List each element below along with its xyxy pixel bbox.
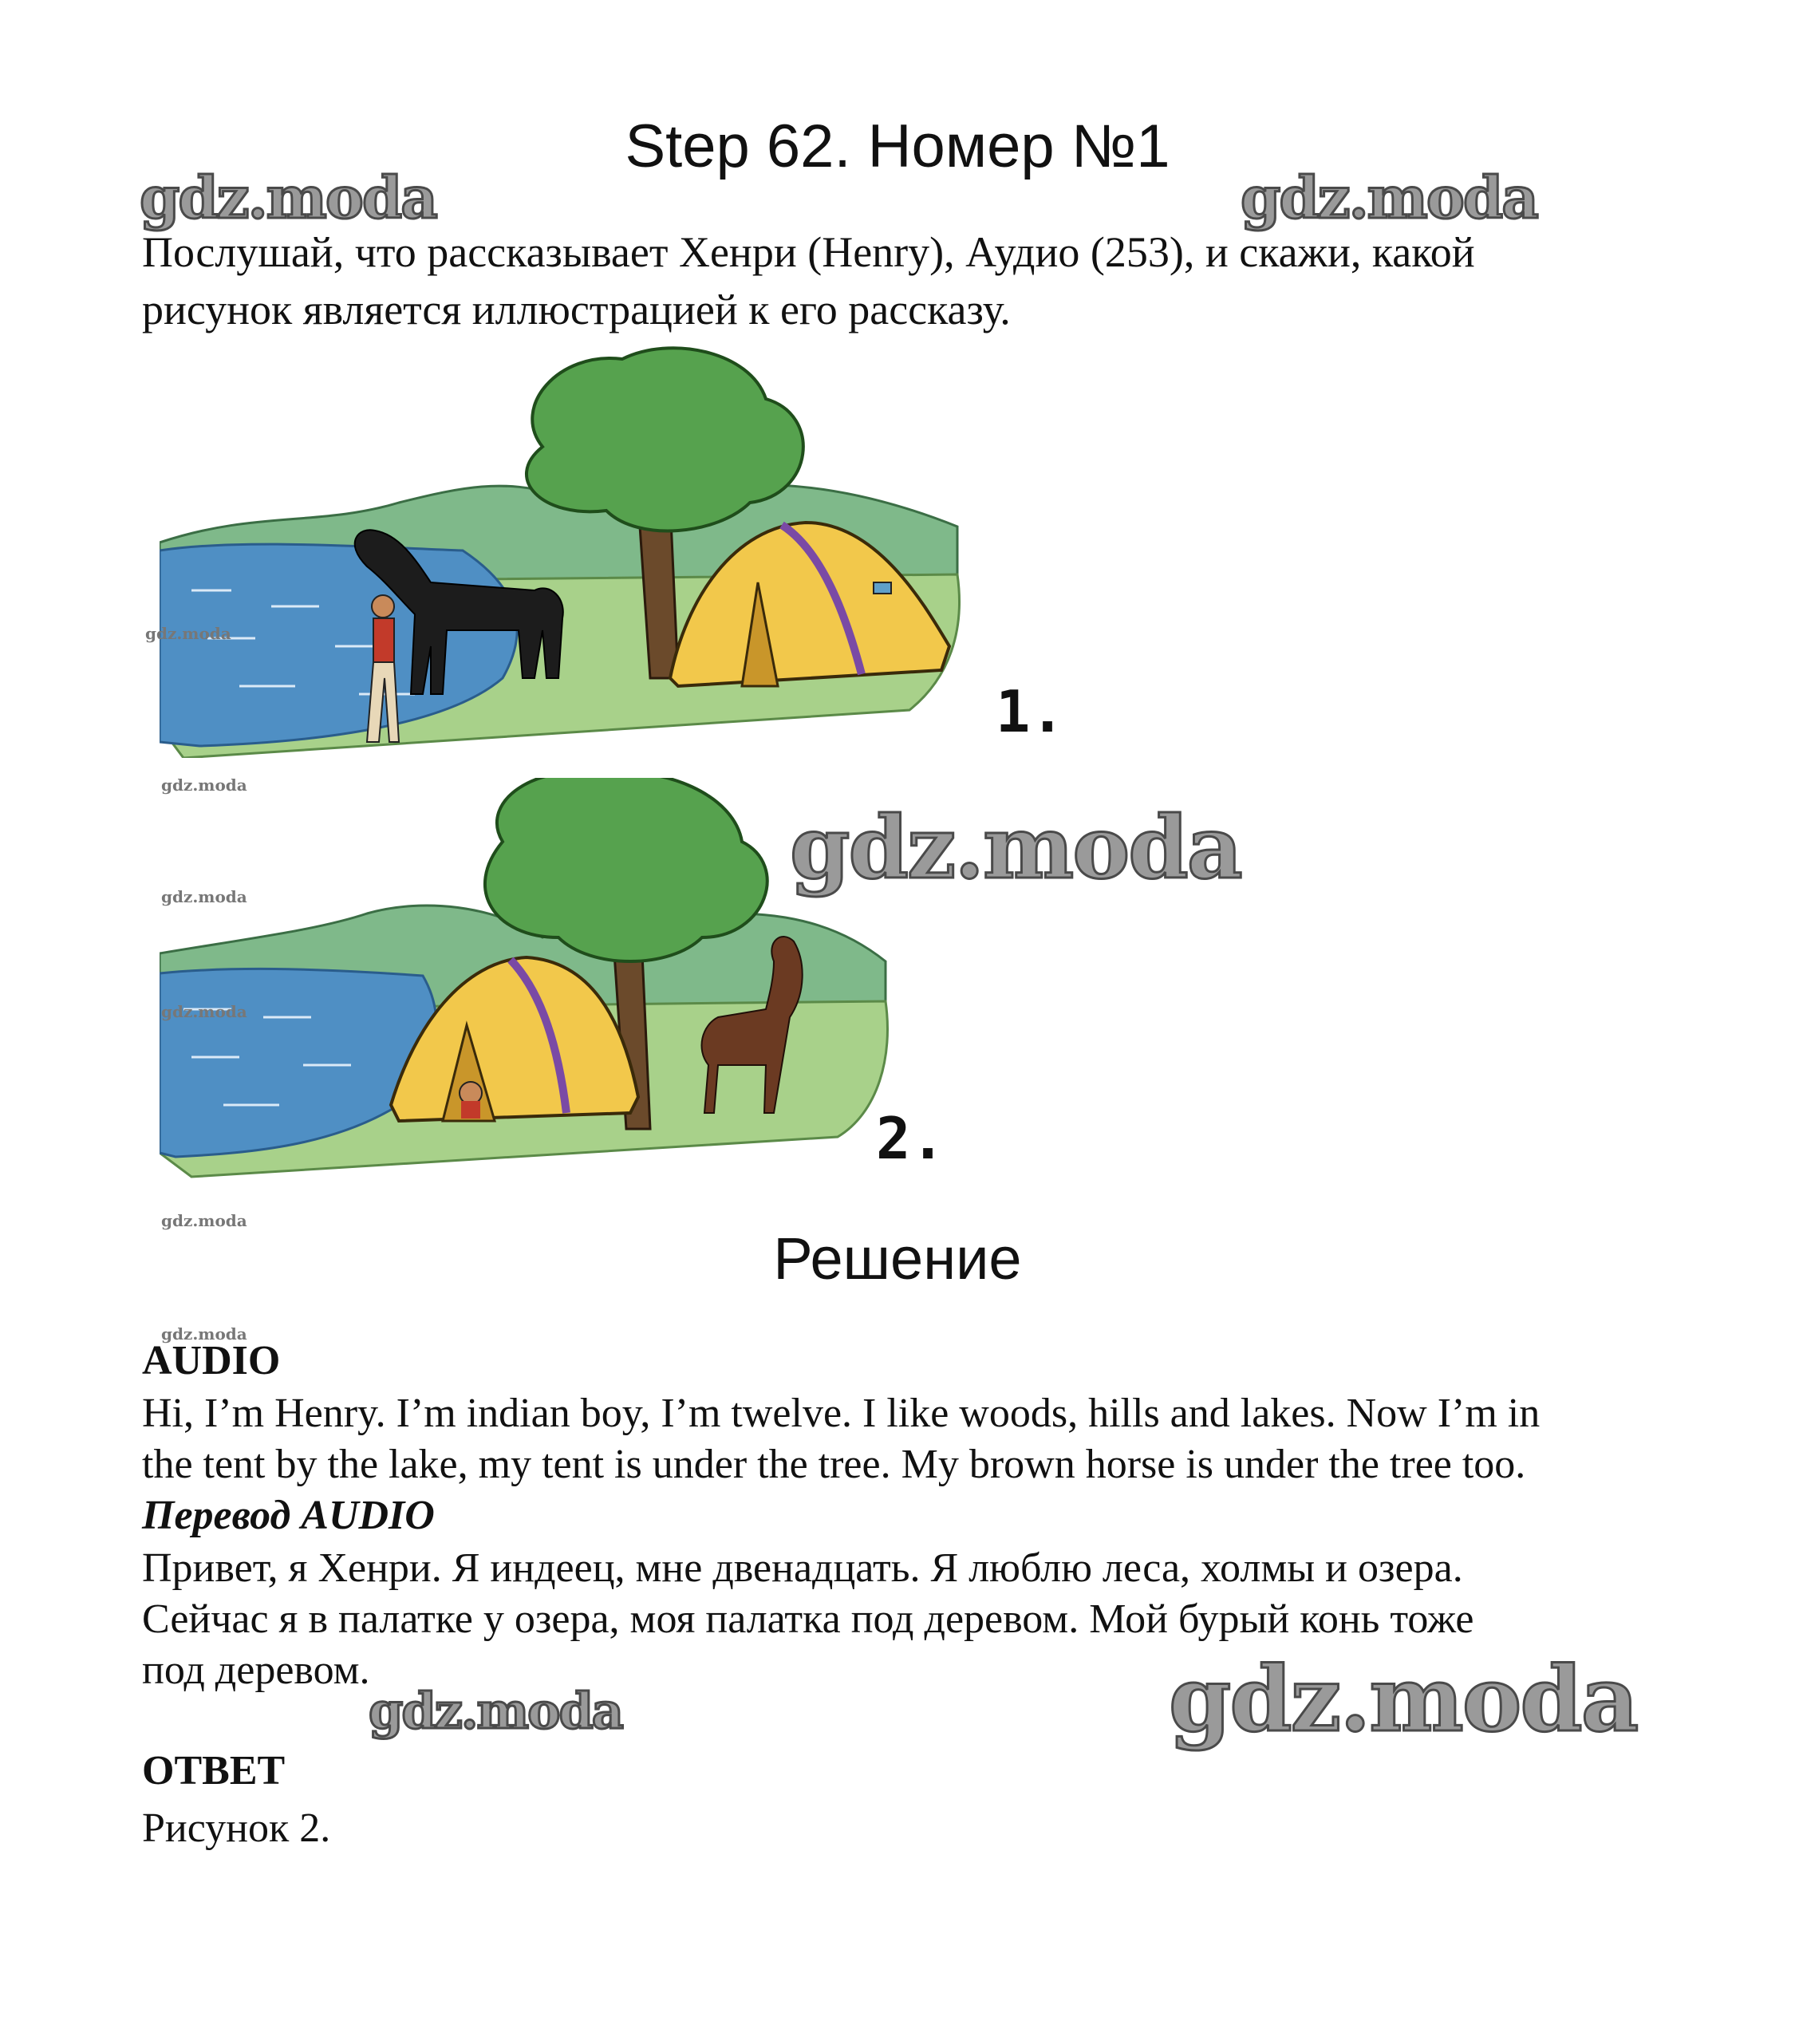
translation-line: под деревом. (142, 1647, 370, 1693)
solution-heading: Решение (773, 1225, 1022, 1292)
watermark: gdz.moda (161, 1324, 247, 1344)
watermark: gdz.moda (1169, 1647, 1638, 1752)
watermark: gdz.moda (161, 1002, 247, 1021)
answer-heading: ОТВЕТ (142, 1748, 286, 1793)
watermark: gdz.moda (161, 775, 247, 795)
translation-line: Привет, я Хенри. Я индеец, мне двенадцать. Я люблю леса, холмы и озера. (142, 1545, 1463, 1591)
watermark: gdz.moda (790, 798, 1241, 898)
picture-label: 2. (876, 1105, 945, 1172)
answer-text: Рисунок 2. (142, 1805, 331, 1851)
watermark: gdz.moda (1241, 164, 1537, 231)
audio-text (142, 1388, 1738, 1490)
task-line: рисунок является иллюстрацией к его рассказу. (142, 286, 1011, 333)
watermark: gdz.moda (145, 624, 231, 643)
translation-line: Сейчас я в палатке у озера, моя палатка под деревом. Мой бурый конь тоже (142, 1596, 1474, 1642)
picture-label: 1. (996, 678, 1065, 745)
watermark: gdz.moda (369, 1682, 622, 1740)
watermark: gdz.moda (140, 164, 436, 231)
page-title: Step 62. Номер №1 (625, 112, 1170, 180)
audio-heading: AUDIO (142, 1338, 281, 1383)
watermark: gdz.moda (161, 887, 247, 906)
watermark: gdz.moda (161, 1211, 247, 1230)
task-text (142, 223, 1658, 338)
audio-line: Hi, I’m Henry. I’m indian boy, I’m twelve. I like woods, hills and lakes. Now I’m in (142, 1391, 1541, 1436)
task-line: Послушай, что рассказывает Хенри (Henry), Аудио (253), и скажи, какой (142, 228, 1475, 276)
camp-scene-horse-by-lake-icon (160, 343, 973, 758)
translation-heading: Перевод AUDIO (142, 1493, 435, 1538)
audio-line: the tent by the lake, my tent is under the tree. My brown horse is under the tree too. (142, 1442, 1526, 1487)
